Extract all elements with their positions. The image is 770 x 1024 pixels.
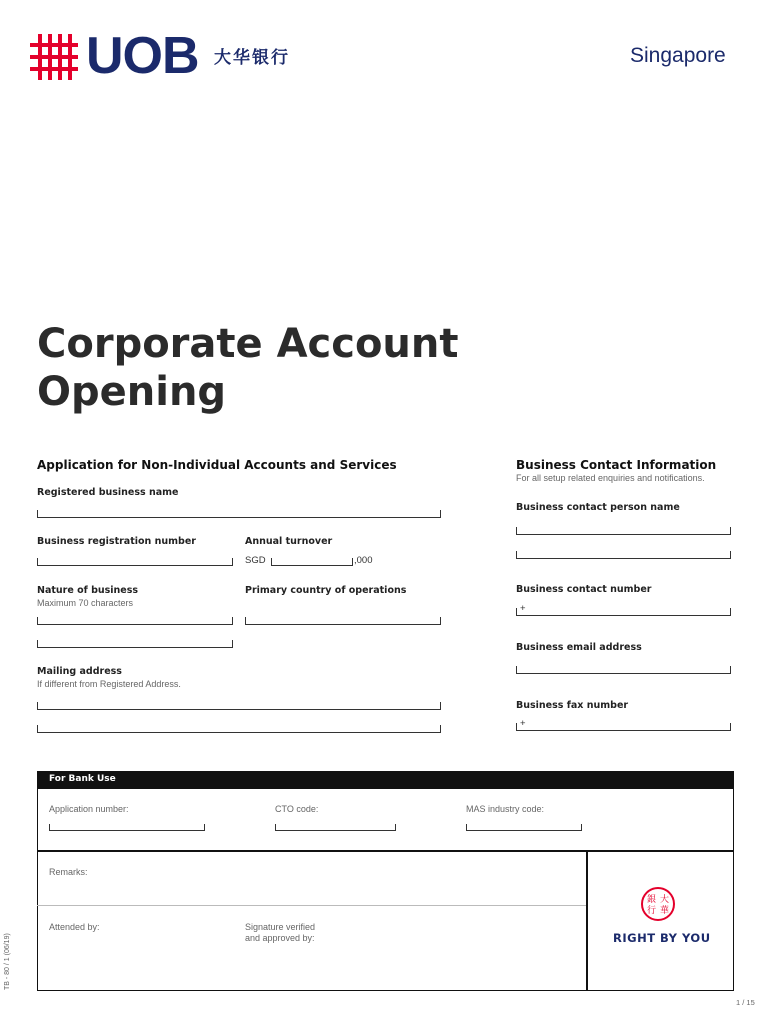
brand-tagline: RIGHT BY YOU [613, 931, 711, 945]
svg-text:華: 華 [659, 906, 670, 916]
svg-text:大: 大 [659, 895, 670, 905]
cto-code-label: CTO code: [275, 804, 319, 814]
contact-person-label: Business contact person name [516, 502, 680, 513]
registration-number-field[interactable] [37, 558, 233, 566]
nature-of-business-field-2[interactable] [37, 640, 233, 648]
mailing-address-field-1[interactable] [37, 702, 441, 710]
country-label: Singapore [630, 44, 726, 67]
signature-label-line-2: and approved by: [245, 933, 315, 943]
remarks-label: Remarks: [49, 867, 88, 877]
logo-wordmark: UOB [86, 27, 199, 85]
application-number-label: Application number: [49, 804, 129, 814]
bank-divider-horizontal [37, 850, 734, 852]
registration-number-label: Business registration number [37, 536, 196, 547]
email-label: Business email address [516, 642, 642, 653]
contact-person-field-1[interactable] [516, 527, 731, 535]
contact-number-field[interactable] [516, 608, 731, 616]
uob-seal-icon [641, 887, 675, 921]
bank-use-box [37, 789, 734, 991]
attended-by-label: Attended by: [49, 922, 100, 932]
annual-turnover-field[interactable] [271, 558, 353, 566]
contact-heading: Business Contact Information [516, 458, 717, 472]
contact-hint: For all setup related enquiries and notifications. [516, 473, 705, 483]
turnover-currency: SGD [245, 555, 266, 566]
uob-logo-mark-icon [30, 34, 78, 80]
mas-code-label: MAS industry code: [466, 804, 545, 814]
nature-of-business-field-1[interactable] [37, 617, 233, 625]
nature-of-business-hint: Maximum 70 characters [37, 598, 134, 608]
contact-number-prefix: + [520, 603, 526, 614]
nature-of-business-label: Nature of business [37, 585, 139, 596]
fax-prefix: + [520, 718, 526, 729]
email-field[interactable] [516, 666, 731, 674]
registered-name-label: Registered business name [37, 487, 179, 498]
bank-use-heading: For Bank Use [37, 771, 734, 789]
application-heading: Application for Non-Individual Accounts and Services [37, 458, 397, 472]
fax-field[interactable] [516, 723, 731, 731]
country-operations-field[interactable] [245, 617, 441, 625]
turnover-suffix: ,000 [354, 555, 373, 566]
remarks-divider [37, 905, 586, 906]
mailing-address-field-2[interactable] [37, 725, 441, 733]
page-number: 1 / 15 [736, 998, 755, 1007]
bank-divider-vertical [586, 850, 588, 991]
logo-chinese-name: 大华银行 [214, 48, 290, 68]
fax-label: Business fax number [516, 700, 629, 711]
annual-turnover-label: Annual turnover [245, 536, 333, 547]
mailing-address-hint: If different from Registered Address. [37, 679, 181, 689]
contact-number-label: Business contact number [516, 584, 652, 595]
registered-name-field[interactable] [37, 510, 441, 518]
title-line-2: Opening [37, 369, 227, 415]
signature-label [245, 922, 315, 944]
cto-code-field[interactable] [275, 824, 396, 831]
mailing-address-label: Mailing address [37, 666, 122, 677]
country-operations-label: Primary country of operations [245, 585, 407, 596]
title-line-1: Corporate Account [37, 321, 459, 367]
contact-person-field-2[interactable] [516, 551, 731, 559]
form-code: TB - 80 / 1 (06/19) [4, 933, 11, 990]
mas-code-field[interactable] [466, 824, 582, 831]
page-title [37, 320, 459, 416]
application-number-field[interactable] [49, 824, 205, 831]
svg-text:行: 行 [646, 906, 657, 916]
signature-label-line-1: Signature verified [245, 922, 316, 932]
svg-text:銀: 銀 [646, 895, 657, 905]
